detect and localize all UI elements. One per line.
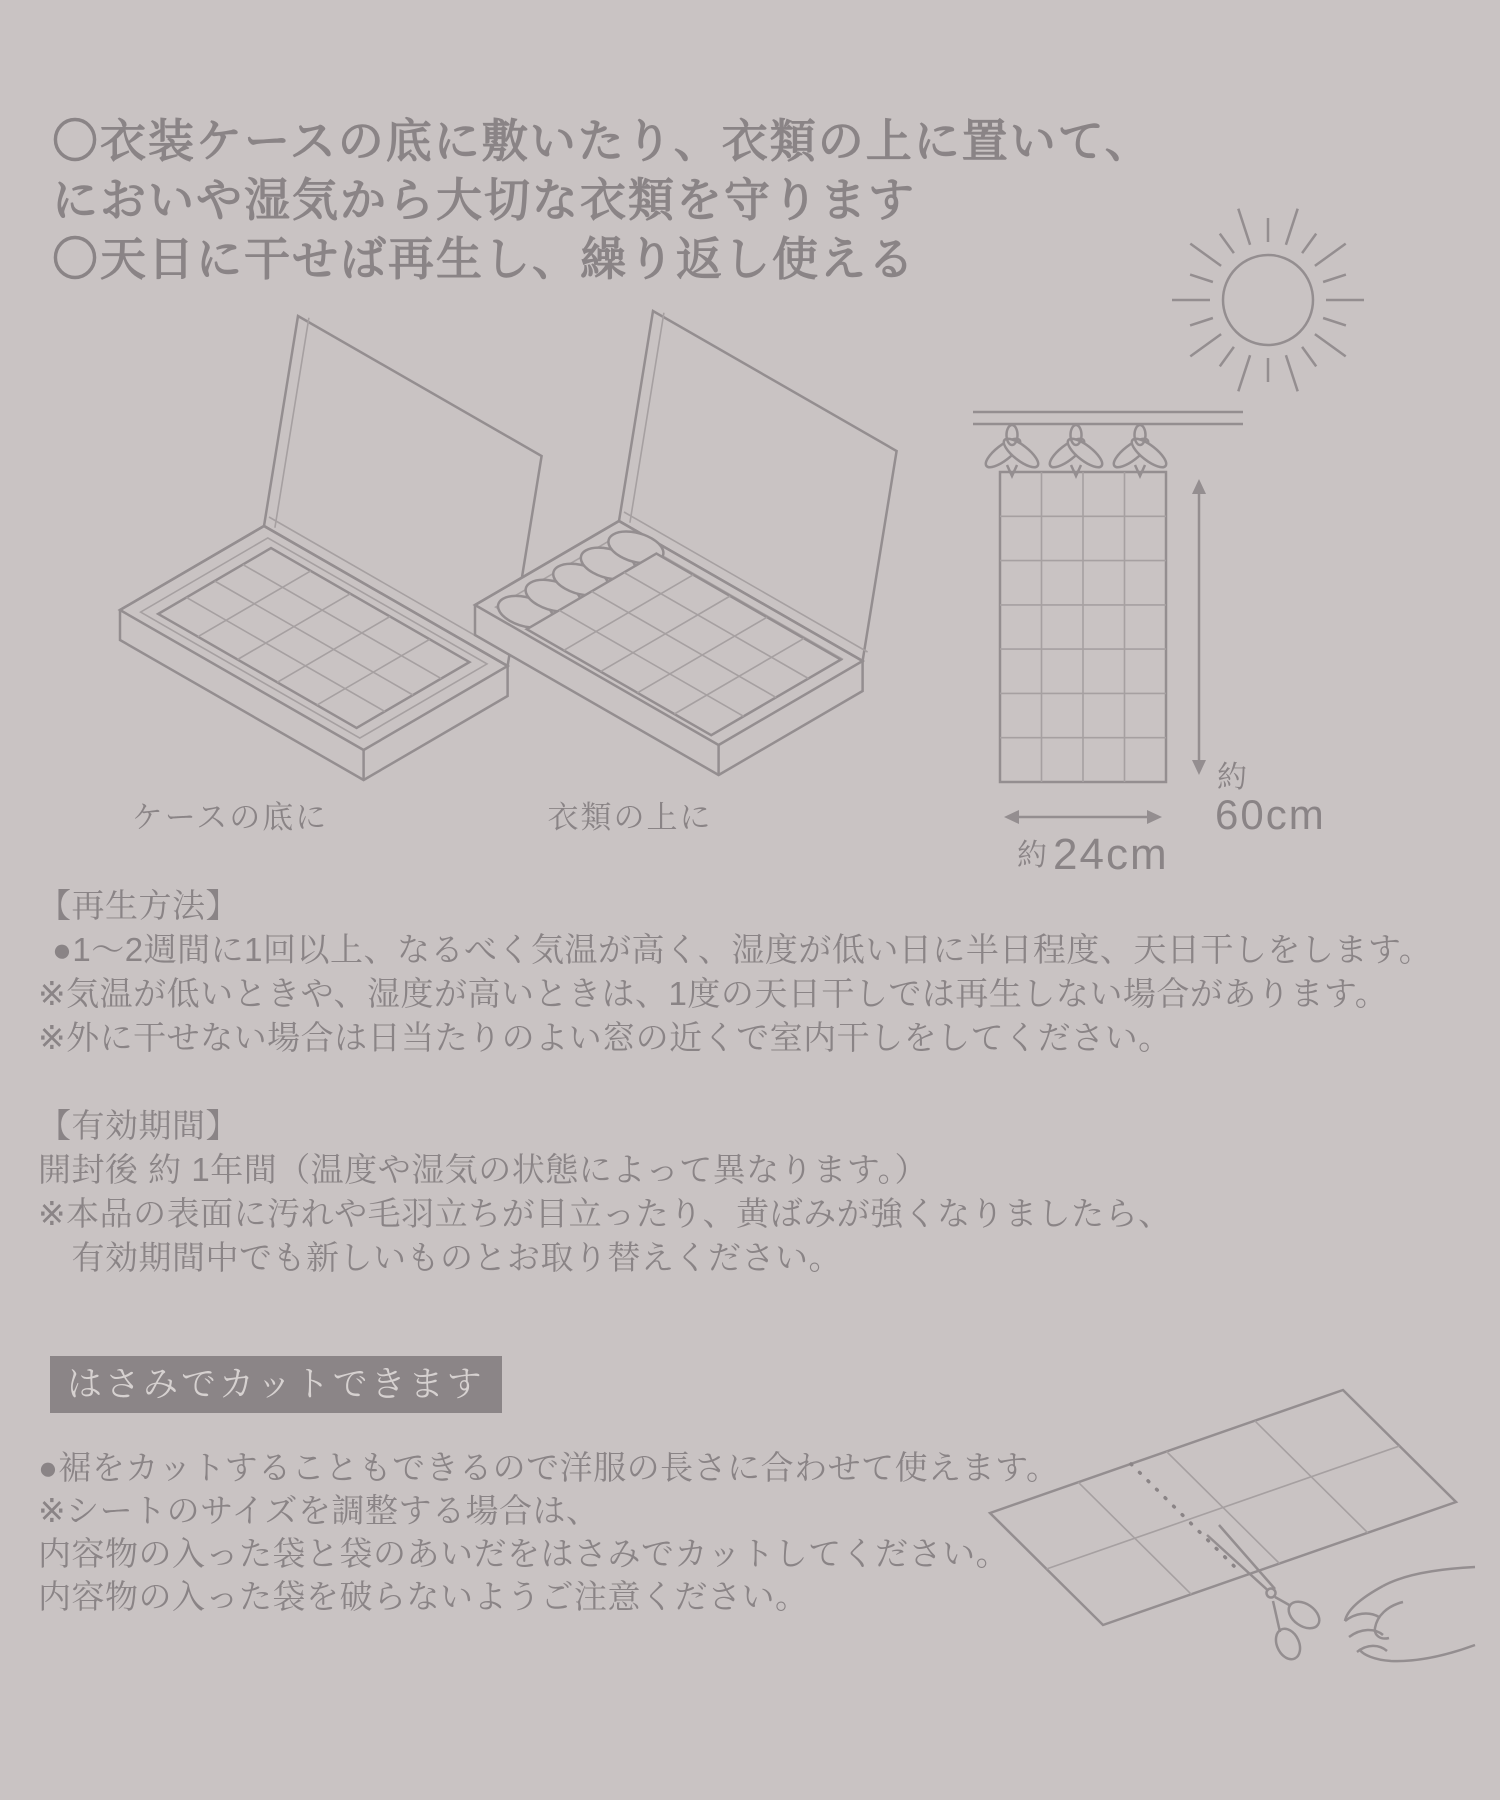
cutting-line-2: ※シートのサイズを調整する場合は、 — [38, 1492, 600, 1529]
cutting-section — [38, 1446, 1059, 1618]
hanging-sheet-illustration — [935, 195, 1415, 895]
drawer-bottom-caption: ケースの底に — [131, 800, 329, 835]
hanging-grid-sheet — [1000, 472, 1166, 782]
validity-line-3: 有効期間中でも新しいものとお取り替えください。 — [38, 1239, 842, 1276]
flat-grid-sheet — [990, 1390, 1456, 1625]
clothespin-icon — [1046, 425, 1106, 476]
clothespin-icons — [982, 425, 1170, 476]
width-approx-label: 約 — [1017, 839, 1049, 872]
validity-line-1: 開封後 約 1年間（温度や湿気の状態によって異なります。） — [38, 1151, 929, 1188]
validity-line-2: ※本品の表面に汚れや毛羽立ちが目立ったり、黄ばみが強くなりましたら、 — [38, 1195, 1172, 1232]
width-value-label: 24cm — [1053, 830, 1169, 879]
height-value-label: 60cm — [1215, 791, 1326, 838]
cutting-line-3: 内容物の入った袋と袋のあいだをはさみでカットしてください。 — [38, 1535, 1010, 1572]
height-approx-label: 約 — [1217, 761, 1249, 794]
regeneration-line-2: ※気温が低いときや、湿度が高いときは、1度の天日干しでは再生しない場合があります。 — [38, 975, 1389, 1012]
regeneration-section — [38, 884, 1432, 1060]
drawer-top-illustration — [425, 275, 905, 785]
regeneration-line-1: ●1〜2週間に1回以上、なるべく気温が高く、湿度が低い日に半日程度、天日干しをします。 — [52, 931, 1433, 968]
validity-heading: 【有効期間】 — [38, 1107, 239, 1144]
clothespin-icon — [1110, 425, 1170, 476]
validity-section — [38, 1104, 1172, 1280]
clothespin-icon — [982, 425, 1042, 476]
cutting-line-4: 内容物の入った袋を破らないようご注意ください。 — [38, 1578, 809, 1615]
regeneration-line-3: ※外に干せない場合は日当たりのよい窓の近くで室内干しをしてください。 — [38, 1019, 1172, 1056]
cutting-line-1: ●裾をカットすることもできるので洋服の長さに合わせて使えます。 — [38, 1449, 1060, 1486]
drawer-top-caption: 衣類の上に — [547, 800, 713, 835]
scissors-icon — [1207, 1525, 1324, 1663]
laundry-rod — [973, 412, 1243, 424]
cut-dotted-line — [1131, 1464, 1241, 1573]
intro-line-2: においや湿気から大切な衣類を守ります — [52, 174, 916, 226]
intro-line-1: 〇衣装ケースの底に敷いたり、衣類の上に置いて、 — [52, 115, 1153, 167]
regeneration-heading: 【再生方法】 — [38, 887, 239, 924]
scissors-cutting-illustration — [955, 1355, 1495, 1685]
height-dimension-arrow — [1192, 479, 1206, 775]
sun-icon — [1172, 209, 1364, 392]
intro-line-3: 〇天日に干せば再生し、繰り返し使える — [52, 233, 916, 285]
cuttable-label-badge: はさみでカットできます — [50, 1356, 502, 1413]
hand-illustration — [1345, 1567, 1475, 1661]
width-dimension-arrow — [1004, 810, 1162, 824]
